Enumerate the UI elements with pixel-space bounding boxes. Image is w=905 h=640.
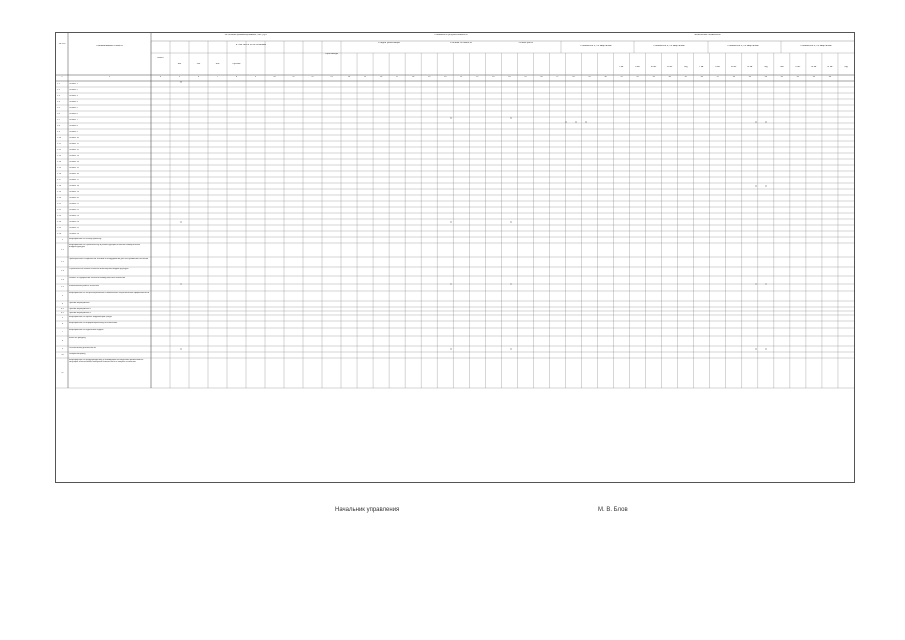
row-number: 1.20 — [57, 196, 62, 199]
header-col-fb: ФБ — [177, 63, 182, 65]
lower-row-desc: Мероприятия по благоустройству — [69, 237, 102, 240]
column-number: 4 — [159, 76, 162, 78]
row-name: Объект 9 — [69, 130, 78, 133]
column-number: 6 — [197, 76, 200, 78]
column-number: 21 — [460, 76, 463, 78]
lower-row-number: 3 — [61, 294, 64, 297]
row-name: Объект 16 — [69, 172, 79, 175]
column-number: 7 — [216, 76, 219, 78]
lower-row-number: 2.4 — [61, 278, 64, 281]
row-number: 1.8 — [57, 124, 60, 127]
lower-row-number: 2.5 — [61, 286, 64, 288]
column-number: 24 — [508, 76, 511, 78]
row-name: Объект 2 — [69, 88, 78, 91]
lower-row-desc: Резервный фонд — [69, 352, 86, 355]
lower-row-desc: Мероприятия по строительству и реконструкции объектов коммунальной инфраструктуры — [69, 243, 140, 249]
lower-row-desc: Мероприятия по охране окружающей среды — [69, 315, 112, 318]
header-col-ob: ОБ — [196, 63, 201, 65]
header-quarter-label: год — [764, 66, 768, 68]
lower-row-number: 4 — [61, 302, 64, 305]
signature-name: М. В. Блов — [598, 507, 628, 513]
row-name: Объект 21 — [69, 202, 79, 205]
row-number: 1.4 — [57, 100, 60, 103]
header-sub-sources: в том числе по источникам — [236, 44, 266, 46]
column-number: 42 — [796, 76, 800, 78]
lower-row-desc: Прочие мероприятия — [69, 301, 90, 304]
row-name: Объект 17 — [69, 178, 79, 181]
column-number: 27 — [556, 76, 559, 78]
lower-row-number: 2.2 — [61, 260, 64, 263]
lower-row-desc: Прочие мероприятия 2 — [69, 311, 92, 314]
column-number: 18 — [411, 76, 415, 78]
header-sub-stage: Стадия реализации — [378, 42, 400, 44]
column-number: 35 — [684, 76, 687, 78]
row-name: Объект 6 — [69, 112, 78, 115]
row-number: 1.24 — [57, 220, 62, 223]
row-number: 1.12 — [57, 148, 62, 151]
row-name: Объект 22 — [69, 208, 79, 211]
row-number: 1.18 — [57, 184, 62, 187]
lower-row-desc: Мероприятия по предупреждению и ликвидации последствий чрезвычайных ситуаций, обеспечению пожарной безопасности и защите населения — [69, 358, 144, 364]
lower-row-number: 4.2 — [61, 311, 64, 314]
header-quarter-label: I кв. — [779, 66, 785, 68]
row-number: 1.22 — [57, 208, 62, 211]
row-name: Объект 15 — [69, 166, 79, 169]
column-number: 32 — [636, 76, 639, 78]
row-number: 1.15 — [57, 166, 62, 169]
row-number: 1.25 — [57, 226, 62, 229]
row-name: Объект 5 — [69, 106, 78, 109]
column-number: 34 — [668, 76, 671, 78]
column-number: 28 — [572, 76, 575, 78]
lower-row-number: 2 — [61, 238, 64, 241]
header-col-mb: МБ — [215, 63, 220, 65]
row-name: Объект 24 — [69, 220, 79, 223]
header-quarter-label: IV кв. — [827, 66, 833, 68]
column-number: 20 — [444, 76, 447, 78]
column-number: 2 — [108, 76, 111, 78]
header-quarter-label: II кв. — [795, 66, 801, 68]
row-name: Объект 18 — [69, 184, 79, 187]
header-sub-volume: Объем работ — [518, 42, 534, 44]
lower-row-desc: Прочие мероприятия 1 — [69, 307, 92, 310]
lower-row-desc: Ремонт и содержание объектов коммунального хозяйства — [69, 276, 126, 279]
lower-row-number: 5 — [61, 316, 64, 319]
lower-row-number: 2.1 — [61, 248, 64, 251]
column-number: 38 — [732, 76, 735, 78]
header-quarter-label: III кв. — [811, 66, 817, 68]
column-number: 30 — [604, 76, 607, 78]
column-number: 13 — [330, 76, 333, 78]
row-number: 1.5 — [57, 106, 60, 109]
header-group-funding: Источники финансирования, тыс. руб. — [224, 34, 268, 36]
header-sub-state: Степень готовности — [449, 42, 473, 44]
column-number: 10 — [273, 76, 276, 78]
column-number: 29 — [588, 76, 591, 78]
header-quarter-label: I кв. — [699, 66, 704, 68]
signature-position: Начальник управления — [335, 507, 400, 513]
header-quarter-label: IV кв. — [666, 66, 673, 68]
row-name: Объект 26 — [69, 232, 79, 235]
lower-row-desc: Приобретение специальной техники и оборудования для обслуживания объектов — [69, 257, 149, 260]
column-number: 9 — [254, 76, 257, 78]
header-quarter-block-3: Показатель 3, по кварталам — [727, 45, 759, 47]
row-number: 1.21 — [57, 202, 62, 205]
lower-row-desc: Итого по разделу — [69, 336, 86, 339]
row-name: Объект 13 — [69, 154, 79, 157]
row-number: 1.7 — [57, 118, 60, 121]
row-number: 1.11 — [57, 142, 61, 145]
column-number: 39 — [748, 76, 751, 78]
column-number: 5 — [178, 76, 181, 78]
row-number: 1.19 — [57, 190, 62, 193]
header-group-physical: Физические показатели — [694, 34, 721, 36]
lower-row-desc: Мероприятия по подготовке кадров — [69, 328, 104, 331]
header-quarter-block-2: Показатель 2, по кварталам — [653, 45, 685, 47]
lower-row-number: 9 — [61, 347, 64, 350]
header-col-total: Всего — [157, 57, 164, 59]
header-quarter-label: III кв. — [650, 66, 657, 68]
header-group-indicators: Показатели результативности — [434, 34, 468, 36]
row-name: Объект 3 — [69, 94, 78, 97]
row-name: Объект 1 — [69, 82, 78, 85]
row-number: 1.1 — [57, 82, 60, 85]
column-number: 12 — [311, 76, 314, 78]
row-name: Объект 10 — [69, 136, 79, 139]
column-number: 44 — [828, 76, 832, 78]
row-name: Объект 19 — [69, 190, 79, 193]
header-quarter-label: I кв. — [619, 66, 624, 68]
row-name: Объект 11 — [69, 142, 79, 145]
lower-row-number: 11 — [61, 371, 64, 374]
column-number: 11 — [292, 76, 295, 78]
header-col-no: № п/п — [58, 43, 66, 45]
row-number: 1.9 — [57, 130, 60, 133]
column-number: 33 — [652, 76, 655, 78]
row-name: Объект 25 — [69, 226, 79, 229]
row-number: 1.17 — [57, 178, 62, 181]
lower-row-desc: Обеспечение деятельности — [69, 346, 96, 349]
column-number: 43 — [812, 76, 816, 78]
row-name: Объект 14 — [69, 160, 79, 163]
row-name: Объект 12 — [69, 148, 79, 151]
lower-row-number: 10 — [61, 353, 64, 356]
lower-row-number: 4.1 — [61, 307, 64, 310]
row-name: Объект 7 — [69, 118, 78, 121]
row-name: Объект 23 — [69, 214, 79, 217]
lower-row-desc: Строительство новых объектов инженерной инфраструктуры — [69, 267, 129, 270]
column-number: 22 — [476, 76, 479, 78]
column-number: 40 — [764, 76, 767, 78]
column-number: 23 — [492, 76, 495, 78]
row-number: 1.23 — [57, 214, 62, 217]
column-number: 31 — [620, 76, 623, 78]
lower-row-number: 2.3 — [61, 270, 64, 272]
header-quarter-label: год — [683, 66, 688, 68]
lower-row-desc: Капитальный ремонт объектов — [69, 284, 99, 287]
header-quarter-label: II кв. — [715, 66, 721, 68]
row-number: 1.2 — [57, 88, 60, 91]
row-number: 1.3 — [57, 94, 60, 97]
column-number: 36 — [700, 76, 703, 78]
header-quarter-label: год — [844, 66, 848, 68]
header-col-other: прочие — [232, 63, 241, 65]
row-number: 1.14 — [57, 160, 62, 163]
lower-row-number: 7 — [61, 330, 64, 333]
column-number: 16 — [379, 76, 383, 78]
column-number: 1 — [61, 76, 63, 78]
header-quarter-label: IV кв. — [746, 66, 753, 68]
column-number: 19 — [428, 76, 431, 78]
column-number: 17 — [395, 76, 399, 78]
row-number: 1.6 — [57, 112, 60, 115]
column-number: 14 — [347, 76, 351, 78]
header-quarter-block-1: Показатель 1, по кварталам — [580, 45, 612, 47]
header-col-completion: Срок ввода — [325, 53, 338, 55]
lower-row-desc: Мероприятия по информационному обеспечению — [69, 321, 118, 324]
column-number: 37 — [716, 76, 719, 78]
lower-row-number: 6 — [61, 323, 64, 325]
header-col-name: Наименование объекта — [96, 45, 123, 47]
header-quarter-block-4: Показатель 4, по кварталам — [800, 45, 832, 47]
row-number: 1.10 — [57, 136, 62, 139]
column-number: 15 — [363, 76, 367, 78]
row-name: Объект 4 — [69, 100, 78, 103]
row-number: 1.13 — [57, 154, 62, 157]
table-grid — [56, 33, 854, 482]
column-number: 26 — [540, 76, 543, 78]
lower-row-number: 8 — [61, 339, 64, 342]
row-number: 1.26 — [57, 232, 62, 235]
report-table — [55, 32, 855, 483]
column-number: 8 — [235, 76, 238, 78]
row-number: 1.16 — [57, 172, 62, 175]
header-quarter-label: III кв. — [730, 66, 737, 68]
row-name: Объект 8 — [69, 124, 78, 127]
column-number: 41 — [780, 76, 784, 78]
row-name: Объект 20 — [69, 196, 79, 199]
lower-row-desc: Мероприятия по энергосбережению и повышению энергетической эффективности — [69, 291, 150, 294]
column-number: 25 — [524, 76, 527, 78]
header-quarter-label: II кв. — [635, 66, 641, 68]
